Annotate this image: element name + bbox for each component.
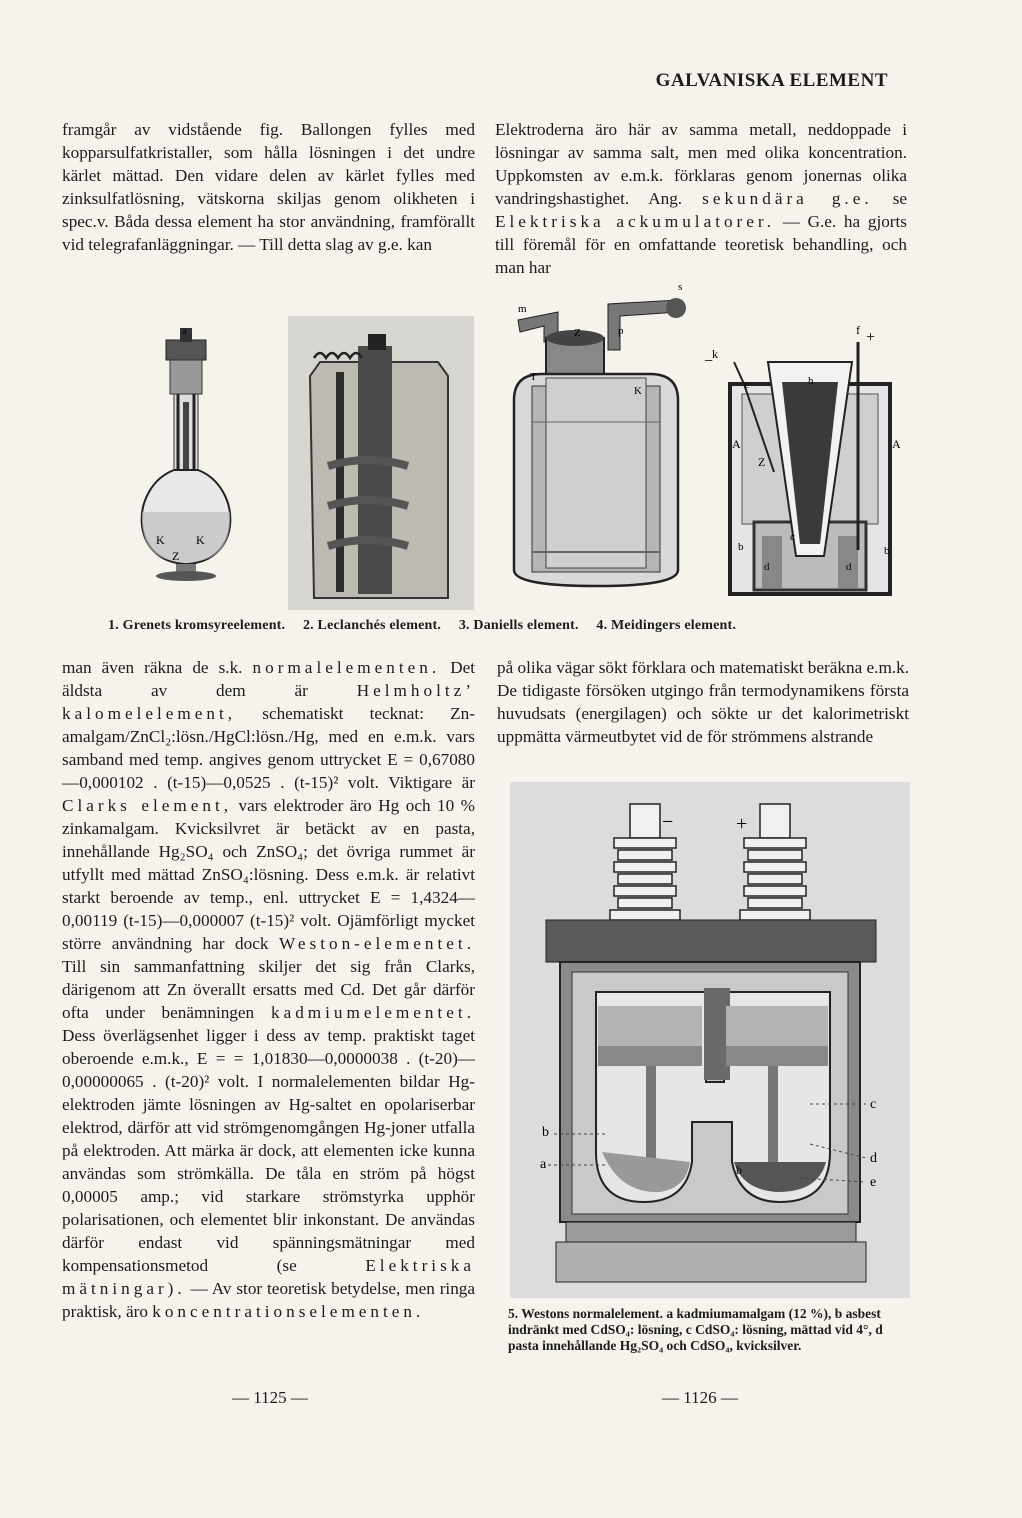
caption-fig1: 1. Grenets kromsyreelement.: [108, 618, 286, 633]
fig3-label: Z: [574, 327, 581, 339]
fig5-label: b: [542, 1125, 549, 1140]
figure-daniell-element: [498, 282, 694, 596]
column-right-bottom: [497, 656, 909, 748]
fig3-label: T: [530, 371, 537, 383]
fig4-label: +: [866, 329, 876, 346]
column-right-top: [495, 118, 907, 279]
fig1-label: K: [156, 533, 165, 547]
figure-grenet-element: [120, 322, 252, 584]
paragraph: man även räkna de s.k. normalelementen. Det äldsta av dem är Helmholtz’ kalomelelement, schematiskt tecknat: Zn-amalgam/ZnCl₂:lösn./HgCl:lösn./Hg, med en e.m.k. vars samband med temp. angives genom uttrycket E = 0,67080—0,000102 . (t-15)—0,0525 . (t-15)² volt. Viktigare är Clarks element, vars elektroder äro Hg och 10 % zinkamalgam. Kvicksilvret är betäckt av en pasta, innehållande Hg₂SO₄ och ZnSO₄; det övriga rummet är utfyllt med mättad ZnSO₄:lösning. Dess e.m.k. är relativt starkt beroende av temp., enl. uttrycket E = 1,4324—0,00119 (t-15)—0,000007 (t-15)² volt. Ojämförligt mycket större användning har dock Weston-elementet. Till sin sammanfattning skiljer det sig från Clarks, därigenom att Zn överallt ersatts med Cd. Det går därför ofta under benämningen kadmiumelementet. Dess överlägsenhet ligger i dess av temp. praktiskt taget oberoende e.m.k., E = = 1,01830—0,0000038 . (t-20)—0,00000065 . (t-20)² volt. I normalelementen bildar Hg-elektroden jämte lösningen av Hg-saltet en opolariserbar elektrod, därför att vid strömgenomgången Hg-joner utfalla på elektroden. Att märka är dock, att elementen icke kunna användas som strömkälla. De tåla en ström på högst 0,00005 amp.; vid starkare strömstyrka upphör polarisationen, och elementet blir inkonstant. De användas därför endast vid spänningsmätningar med kompensationsmetod (se Elektriska mätningar). — Av stor teoretisk betydelse, men ringa praktisk, äro koncentrationselementen.: [62, 658, 476, 1321]
fig1-label: Z: [172, 549, 180, 563]
fig3-label: m: [518, 303, 527, 315]
fig4-label: d: [846, 561, 852, 573]
fig4-label: A: [892, 437, 901, 451]
fig5-label: −: [662, 811, 674, 833]
fig3-label: K: [634, 385, 642, 397]
fig4-label: c: [790, 531, 795, 543]
fig5-label: c: [870, 1097, 877, 1112]
fig5-label: e: [870, 1175, 877, 1190]
caption-fig3: 3. Daniells element.: [458, 618, 579, 633]
figure5-caption: 5. Westons normalelement. a kadmiumamalgam (12 %), b asbest indränkt med CdSO₄: lösning, c CdSO₄: lösning, mättad vid 4°, d pasta innehållande Hg₂SO₄ och CdSO₄, kvicksilver.: [508, 1306, 883, 1353]
figure-weston-element: [510, 782, 910, 1298]
caption-fig2: 2. Leclanchés element.: [302, 618, 442, 633]
fig4-label: b: [884, 545, 890, 557]
fig4-label: d: [764, 561, 770, 573]
fig5-label: d: [870, 1151, 877, 1166]
fig4-label: f: [856, 323, 860, 337]
figure-leclanche-element: [288, 316, 474, 610]
figure-meidinger-element: [704, 322, 908, 604]
fig5-label: +: [736, 813, 748, 835]
fig4-label: b: [738, 541, 744, 553]
column-left-top: [62, 118, 475, 256]
fig3-label: p: [618, 325, 624, 337]
fig4-label: k: [712, 347, 718, 361]
fig4-label: h: [808, 375, 814, 387]
fig1-label: a: [182, 325, 187, 337]
caption-fig4: 4. Meidingers element.: [596, 618, 737, 633]
fig5-label: a: [540, 1157, 547, 1172]
paragraph: på olika vägar sökt förklara och matematiskt beräkna e.m.k. De tidigaste försöken utgingo från termodynamikens första huvudsats (energilagen) och sökte ur det kalorimetriskt uppmätta värmeutbytet vid de för strömmens alstrande: [497, 658, 909, 746]
paragraph: Elektroderna äro här av samma metall, neddoppade i lösningar av samma salt, men med olika koncentration. Uppkomsten av e.m.k. förklaras genom jonernas olika vandringshastighet. Ang. sekundära g.e. se Elektriska ackumulatorer. — G.e. ha gjorts till föremål för en omfattande teoretisk behandling, och man har: [495, 120, 908, 277]
fig4-label: −: [704, 353, 714, 370]
page-number-left: — 1125 —: [232, 1388, 308, 1407]
fig4-label: Z: [758, 455, 766, 469]
column-left-bottom: [62, 656, 475, 1323]
figure-row-caption: [108, 618, 750, 634]
running-header: GALVANISKA ELEMENT: [655, 70, 888, 91]
fig3-label: s: [678, 282, 683, 293]
page-number-right: — 1126 —: [662, 1388, 738, 1407]
fig4-label: A: [732, 437, 741, 451]
fig4-label: c: [744, 379, 749, 391]
paragraph: framgår av vidstående fig. Ballongen fylles med kopparsulfatkristaller, som hålla lösningen i det undre kärlet mättad. Den vidare delen av kärlet fylles med zinksulfatlösning, vätskorna skiljas genom olikheten i spec.v. Båda dessa element ha stor användning, framförallt vid telegrafanläggningar. — Till detta slag av g.e. kan: [62, 120, 475, 254]
fig5-label: b: [736, 1163, 742, 1177]
fig1-label: K: [196, 533, 205, 547]
